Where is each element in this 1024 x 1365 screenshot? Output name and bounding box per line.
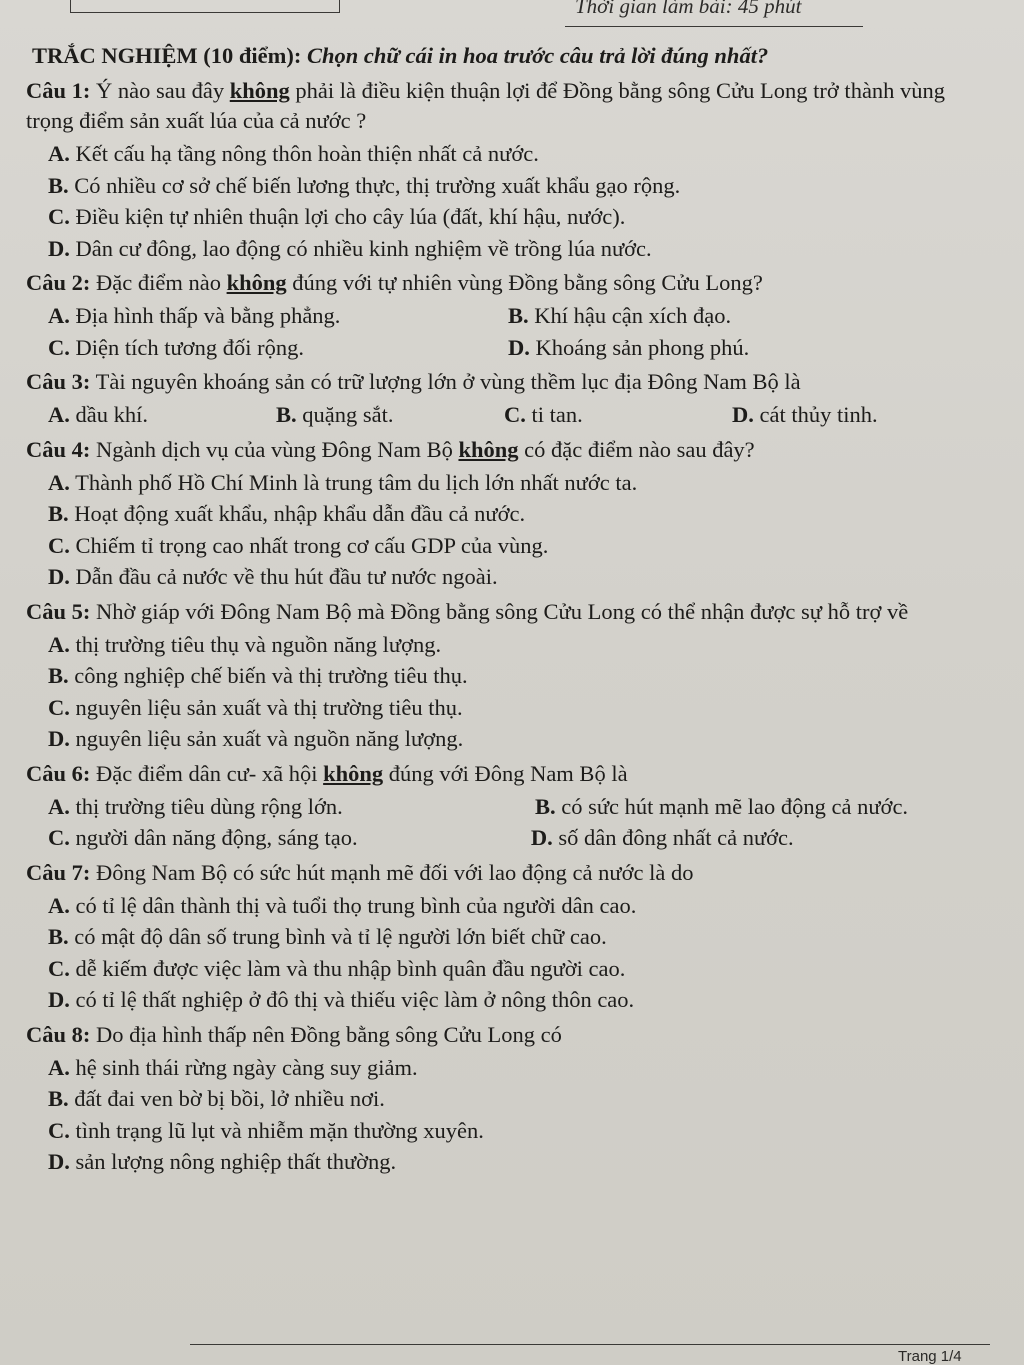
option-d[interactable]: D. cát thủy tinh. — [732, 402, 878, 427]
question-8 — [26, 1020, 986, 1178]
option-c[interactable]: C. tình trạng lũ lụt và nhiễm mặn thường xuyên. — [48, 1117, 484, 1143]
exam-content — [26, 40, 986, 1178]
option-d[interactable]: D. có tỉ lệ thất nghiệp ở đô thị và thiếu việc làm ở nông thôn cao. — [48, 987, 635, 1012]
option-b[interactable]: B. Khí hậu cận xích đạo. — [508, 303, 732, 328]
option-d[interactable]: D. Dân cư đông, lao động có nhiều kinh nghiệm về trồng lúa nước. — [48, 235, 652, 261]
option-c[interactable]: C. dễ kiếm được việc làm và thu nhập bình quân đầu người cao. — [48, 955, 626, 981]
option-b[interactable]: B. có mật độ dân số trung bình và tỉ lệ người lớn biết chữ cao. — [48, 924, 607, 949]
section-header — [32, 40, 986, 72]
option-a[interactable]: A. thị trường tiêu dùng rộng lớn. — [48, 793, 343, 819]
option-b[interactable]: B. có sức hút mạnh mẽ lao động cả nước. — [534, 793, 909, 819]
question-stem: Câu 5: Nhờ giáp với Đông Nam Bộ mà Đồng bằng sông Cửu Long có thể nhận được sự hỗ trợ về — [26, 598, 909, 624]
question-3 — [26, 367, 986, 431]
options-row — [48, 300, 986, 332]
option-a[interactable]: A. dầu khí. — [48, 402, 148, 427]
section-title: TRẮC NGHIỆM (10 điểm): — [32, 43, 302, 68]
option-b[interactable]: B. công nghiệp chế biến và thị trường tiêu thụ. — [48, 663, 468, 688]
question-stem: Câu 7: Đông Nam Bộ có sức hút mạnh mẽ đối với lao động cả nước là do — [26, 859, 694, 885]
option-c[interactable]: C. Điều kiện tự nhiên thuận lợi cho cây lúa (đất, khí hậu, nước). — [48, 204, 626, 229]
question-stem: Câu 6: Đặc điểm dân cư- xã hội không đúng với Đông Nam Bộ là — [26, 760, 628, 786]
question-5 — [26, 597, 986, 755]
option-d[interactable]: D. số dân đông nhất cả nước. — [530, 825, 794, 850]
time-limit: Thời gian làm bài: 45 phút — [575, 0, 802, 18]
options-row — [48, 791, 986, 823]
option-c[interactable]: C. Chiếm tỉ trọng cao nhất trong cơ cấu GDP của vùng. — [48, 532, 549, 558]
option-a[interactable]: A. có tỉ lệ dân thành thị và tuổi thọ trung bình của người dân cao. — [48, 892, 637, 918]
footer-rule — [190, 1344, 990, 1345]
question-stem: Câu 4: Ngành dịch vụ của vùng Đông Nam Bộ không có đặc điểm nào sau đây? — [26, 436, 755, 462]
question-6 — [26, 759, 986, 854]
option-b[interactable]: B. Có nhiều cơ sở chế biến lương thực, thị trường xuất khẩu gạo rộng. — [48, 172, 681, 198]
option-a[interactable]: A. Thành phố Hồ Chí Minh là trung tâm du lịch lớn nhất nước ta. — [48, 469, 638, 495]
options-row — [48, 332, 986, 364]
option-c[interactable]: C. người dân năng động, sáng tạo. — [48, 825, 358, 850]
question-stem: Câu 2: Đặc điểm nào không đúng với tự nhiên vùng Đồng bằng sông Cửu Long? — [26, 270, 763, 295]
time-underline — [565, 26, 863, 27]
options-row — [48, 822, 986, 854]
option-d[interactable]: D. Dẫn đầu cả nước về thu hút đầu tư nước ngoài. — [48, 564, 498, 589]
question-2 — [26, 268, 986, 363]
option-d[interactable]: D. sản lượng nông nghiệp thất thường. — [48, 1149, 397, 1174]
question-7 — [26, 858, 986, 1016]
options-row — [48, 399, 986, 431]
option-a[interactable]: A. Kết cấu hạ tầng nông thôn hoàn thiện nhất cả nước. — [48, 141, 539, 166]
header-box — [70, 0, 340, 13]
option-c[interactable]: C. Diện tích tương đối rộng. — [48, 334, 304, 360]
question-stem: Câu 8: Do địa hình thấp nên Đồng bằng sông Cửu Long có — [26, 1021, 562, 1047]
option-b[interactable]: B. Hoạt động xuất khẩu, nhập khẩu dẫn đầu cả nước. — [48, 501, 526, 526]
question-1 — [26, 76, 986, 264]
question-stem: Câu 3: Tài nguyên khoáng sản có trữ lượng lớn ở vùng thềm lục địa Đông Nam Bộ là — [26, 369, 801, 394]
option-a[interactable]: A. hệ sinh thái rừng ngày càng suy giảm. — [48, 1054, 418, 1080]
question-stem: Câu 1: Ý nào sau đây không phải là điều kiện thuận lợi để Đồng bằng sông Cửu Long trở thành vùng trọng điểm sản xuất lúa của cả nước ? — [26, 78, 946, 133]
option-b[interactable]: B. quặng sắt. — [276, 402, 394, 427]
option-d[interactable]: D. Khoáng sản phong phú. — [508, 334, 750, 360]
option-a[interactable]: A. Địa hình thấp và bằng phẳng. — [48, 303, 341, 328]
page-number: Trang 1/4 — [898, 1348, 962, 1365]
option-c[interactable]: C. nguyên liệu sản xuất và thị trường tiêu thụ. — [48, 694, 463, 720]
section-instruction: Chọn chữ cái in hoa trước câu trả lời đúng nhất? — [306, 43, 769, 68]
question-4 — [26, 435, 986, 593]
option-b[interactable]: B. đất đai ven bờ bị bồi, lở nhiều nơi. — [48, 1086, 385, 1111]
option-a[interactable]: A. thị trường tiêu thụ và nguồn năng lượng. — [48, 631, 442, 657]
option-c[interactable]: C. ti tan. — [504, 402, 583, 427]
option-d[interactable]: D. nguyên liệu sản xuất và nguồn năng lượng. — [48, 726, 464, 751]
